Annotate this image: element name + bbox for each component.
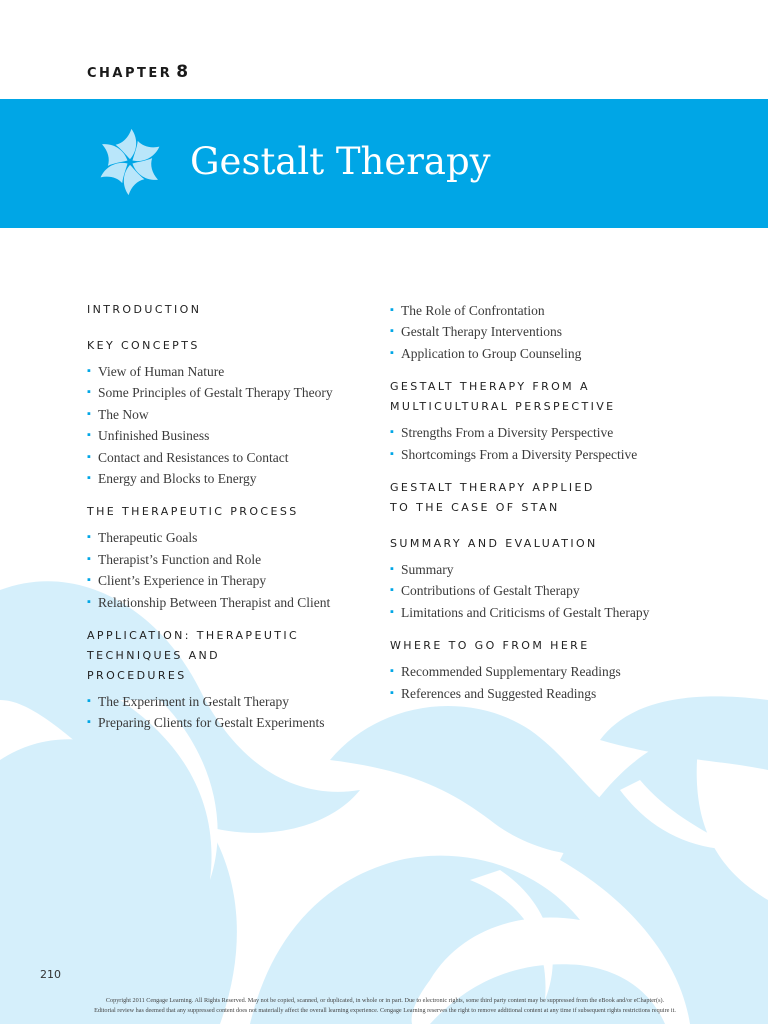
- section-heading: KEY CONCEPTS: [87, 339, 200, 352]
- toc-item-label: Contributions of Gestalt Therapy: [401, 583, 580, 599]
- toc-item-label: Unfinished Business: [98, 428, 210, 444]
- toc-item: [87, 549, 377, 570]
- toc-section: [390, 478, 720, 518]
- chapter-word: CHAPTER: [87, 66, 173, 81]
- bullet-icon: ▪: [390, 304, 394, 316]
- bullet-icon: ▪: [87, 365, 91, 377]
- toc-right-column: [390, 300, 720, 704]
- toc-item-label: Summary: [401, 562, 454, 578]
- toc-item-list: [87, 361, 377, 489]
- toc-item-label: References and Suggested Readings: [401, 685, 597, 701]
- section-heading: WHERE TO GO FROM HERE: [390, 639, 590, 653]
- chapter-label: [87, 62, 188, 82]
- toc-item-label: Some Principles of Gestalt Therapy Theory: [98, 385, 333, 401]
- toc-item: [87, 447, 377, 468]
- toc-item: [390, 683, 720, 704]
- toc-item: [390, 300, 720, 321]
- toc-section: [87, 626, 377, 734]
- toc-section: [87, 300, 377, 320]
- toc-section: [390, 534, 720, 623]
- bullet-icon: ▪: [390, 325, 394, 338]
- toc-section: [390, 636, 720, 704]
- toc-item-label: The Now: [98, 406, 149, 422]
- bullet-icon: ▪: [87, 472, 91, 485]
- toc-item-label: Relationship Between Therapist and Client: [98, 594, 331, 610]
- toc-item: [87, 468, 377, 489]
- toc-item-label: Recommended Supplementary Readings: [401, 664, 621, 680]
- toc-item-label: Strengths From a Diversity Perspective: [401, 425, 614, 441]
- toc-item: [390, 661, 720, 682]
- toc-item-label: View of Human Nature: [98, 364, 225, 379]
- bullet-icon: ▪: [87, 429, 91, 442]
- toc-item-label: Contact and Resistances to Contact: [98, 449, 289, 465]
- toc-item-list: [390, 661, 720, 704]
- bullet-icon: ▪: [87, 407, 91, 420]
- pinwheel-icon: [94, 126, 166, 198]
- toc-section: [390, 377, 720, 465]
- toc-item-label: Gestalt Therapy Interventions: [401, 324, 562, 340]
- toc-item: [390, 559, 720, 580]
- toc-item: [390, 321, 720, 342]
- toc-item-label: Application to Group Counseling: [401, 345, 582, 361]
- toc-item-label: Preparing Clients for Gestalt Experiments: [98, 715, 325, 731]
- toc-item: [87, 527, 377, 548]
- bullet-icon: ▪: [87, 716, 91, 729]
- toc-item-label: Limitations and Criticisms of Gestalt Therapy: [401, 604, 650, 620]
- toc-item: [87, 570, 377, 591]
- toc-item: [390, 580, 720, 601]
- bullet-icon: ▪: [87, 450, 91, 463]
- copyright-line: Copyright 2011 Cengage Learning. All Rights Reserved. May not be copied, scanned, or duplicated, in whole or in part. Due to electronic rights, some third party content may be suppressed from the eBook and/or eChapter(s).: [105, 997, 665, 1004]
- toc-item-list: [390, 559, 720, 623]
- section-heading: APPLICATION: THERAPEUTIC TECHNIQUES AND PROCEDURES: [87, 629, 300, 683]
- toc-item-label: Shortcomings From a Diversity Perspective: [401, 446, 638, 462]
- toc-item: [87, 404, 377, 425]
- section-heading: GESTALT THERAPY FROM A MULTICULTURAL PERSPECTIVE: [390, 380, 616, 414]
- chapter-title: Gestalt Therapy: [190, 140, 491, 183]
- bullet-icon: ▪: [87, 574, 91, 587]
- toc-item-label: Therapeutic Goals: [98, 530, 198, 546]
- bullet-icon: ▪: [390, 447, 394, 460]
- toc-item-label: Energy and Blocks to Energy: [98, 471, 257, 487]
- copyright-notice: [40, 996, 730, 1016]
- bullet-icon: ▪: [87, 695, 91, 708]
- toc-section: [390, 300, 720, 364]
- section-heading: SUMMARY AND EVALUATION: [390, 537, 598, 551]
- toc-item: [87, 592, 377, 613]
- toc-item: [390, 343, 720, 364]
- toc-item: [390, 444, 720, 465]
- chapter-number: 8: [176, 62, 189, 82]
- toc-item-list: [87, 527, 377, 613]
- toc-item-list: [390, 300, 720, 364]
- section-heading: GESTALT THERAPY APPLIED TO THE CASE OF STAN: [390, 481, 595, 515]
- toc-section: [87, 502, 377, 613]
- toc-item-label: Therapist’s Function and Role: [98, 551, 262, 567]
- toc-item: [87, 712, 377, 733]
- toc-item-label: Client’s Experience in Therapy: [98, 573, 267, 589]
- toc-item: [87, 382, 377, 403]
- toc-item: [87, 691, 377, 712]
- page-number: 210: [40, 968, 61, 981]
- toc-item: [87, 425, 377, 446]
- bullet-icon: ▪: [87, 595, 91, 608]
- bullet-icon: ▪: [390, 346, 394, 359]
- bullet-icon: ▪: [390, 605, 394, 618]
- bullet-icon: ▪: [87, 531, 91, 544]
- toc-section: [87, 336, 377, 489]
- copyright-line: Editorial review has deemed that any suppressed content does not materially affect the overall learning experience. Cengage Learning reserves the right to remove additional content at any time if subsequent rights restrictions require it.: [94, 1007, 676, 1014]
- section-heading: THE THERAPEUTIC PROCESS: [87, 505, 299, 519]
- bullet-icon: ▪: [390, 665, 394, 678]
- bullet-icon: ▪: [390, 563, 394, 576]
- toc-item: [390, 422, 720, 443]
- toc-item-label: The Role of Confrontation: [401, 303, 545, 318]
- bullet-icon: ▪: [390, 686, 394, 699]
- bullet-icon: ▪: [390, 426, 394, 439]
- bullet-icon: ▪: [390, 584, 394, 597]
- toc-item-label: The Experiment in Gestalt Therapy: [98, 694, 289, 710]
- toc-item-list: [390, 422, 720, 465]
- bullet-icon: ▪: [87, 386, 91, 399]
- bullet-icon: ▪: [87, 552, 91, 565]
- toc-item-list: [87, 691, 377, 734]
- toc-item: [87, 361, 377, 382]
- toc-left-column: [87, 300, 377, 734]
- section-heading: INTRODUCTION: [87, 303, 202, 316]
- toc-item: [390, 602, 720, 623]
